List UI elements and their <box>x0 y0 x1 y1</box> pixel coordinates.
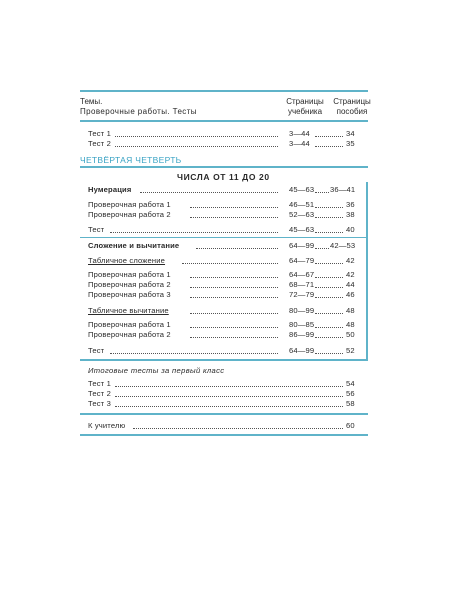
toc-row-manual-page: 60 <box>346 421 355 430</box>
toc-row-manual-page: 42—53 <box>330 241 356 250</box>
dot-leader <box>315 248 329 249</box>
dot-leader <box>315 136 343 137</box>
toc-row-label: Тест 1 <box>88 129 111 138</box>
toc-row-book-pages: 86—99 <box>289 330 315 339</box>
toc-row-book-pages: 64—99 <box>289 241 315 250</box>
dot-leader <box>315 337 343 338</box>
toc-row-book-pages: 80—99 <box>289 306 315 315</box>
toc-row-manual-page: 44 <box>346 280 355 289</box>
toc-row-manual-page: 50 <box>346 330 355 339</box>
toc-row-label: К учителю <box>88 421 126 430</box>
section-box-right-border <box>366 182 368 360</box>
toc-row-book-pages: 64—79 <box>289 256 315 265</box>
toc-row-book-pages: 64—67 <box>289 270 315 279</box>
dot-leader <box>115 136 278 137</box>
toc-row-book-pages: 3—44 <box>289 139 310 148</box>
section-rule <box>80 166 368 168</box>
header-manual-line1: Страницы <box>333 97 371 106</box>
toc-row-manual-page: 46 <box>346 290 355 299</box>
toc-row-manual-page: 52 <box>346 346 355 355</box>
dot-leader <box>315 192 329 193</box>
header-topics-line1: Темы. <box>80 97 103 106</box>
dot-leader <box>190 287 278 288</box>
toc-row-label: Проверочная работа 2 <box>88 330 171 339</box>
header-topics-line2: Проверочные работы. Тесты <box>80 106 197 116</box>
dot-leader <box>315 207 343 208</box>
section-numbers-title: ЧИСЛА ОТ 11 ДО 20 <box>177 172 270 182</box>
dot-leader <box>315 287 343 288</box>
toc-row-label: Проверочная работа 2 <box>88 280 171 289</box>
section-rule <box>80 413 368 415</box>
dot-leader <box>110 353 278 354</box>
dot-leader <box>115 386 343 387</box>
header-manual-line2: пособия <box>336 106 368 116</box>
toc-row-label: Проверочная работа 1 <box>88 270 171 279</box>
dot-leader <box>315 297 343 298</box>
toc-row-label: Тест <box>88 346 105 355</box>
toc-row-book-pages: 46—51 <box>289 200 315 209</box>
toc-row-book-pages: 68—71 <box>289 280 315 289</box>
toc-row-manual-page: 40 <box>346 225 355 234</box>
toc-row-book-pages: 3—44 <box>289 129 310 138</box>
toc-row-manual-page: 54 <box>346 379 355 388</box>
toc-row-label: Тест 3 <box>88 399 111 408</box>
section-rule <box>80 359 368 361</box>
toc-row-manual-page: 56 <box>346 389 355 398</box>
toc-row-label: Проверочная работа 1 <box>88 200 171 209</box>
dot-leader <box>315 146 343 147</box>
dot-leader <box>315 327 343 328</box>
dot-leader <box>190 207 278 208</box>
toc-row-book-pages: 52—63 <box>289 210 315 219</box>
header-col-manual <box>331 97 373 116</box>
dot-leader <box>190 217 278 218</box>
header-book-line2: учебника <box>287 106 323 116</box>
section-rule <box>80 237 368 238</box>
toc-row-label: Тест <box>88 225 105 234</box>
dot-leader <box>196 248 278 249</box>
toc-row-manual-page: 35 <box>346 139 355 148</box>
dot-leader <box>315 263 343 264</box>
dot-leader <box>315 353 343 354</box>
toc-row-manual-page: 34 <box>346 129 355 138</box>
dot-leader <box>133 428 343 429</box>
toc-row-manual-page: 42 <box>346 270 355 279</box>
toc-row-label: Сложение и вычитание <box>88 241 180 250</box>
toc-row-label: Табличное вычитание <box>88 306 169 315</box>
dot-leader <box>315 277 343 278</box>
toc-row-book-pages: 72—79 <box>289 290 315 299</box>
header-col-topics <box>80 97 197 116</box>
toc-row-manual-page: 38 <box>346 210 355 219</box>
header-col-book <box>284 97 326 116</box>
toc-row-manual-page: 48 <box>346 320 355 329</box>
dot-leader <box>315 217 343 218</box>
toc-row-label: Тест 2 <box>88 389 111 398</box>
toc-row-book-pages: 80—85 <box>289 320 315 329</box>
toc-row-manual-page: 48 <box>346 306 355 315</box>
final-tests-title: Итоговые тесты за первый класс <box>88 366 225 375</box>
dot-leader <box>115 406 343 407</box>
toc-row-label: Тест 2 <box>88 139 111 148</box>
toc-row-book-pages: 45—63 <box>289 225 315 234</box>
dot-leader <box>110 232 278 233</box>
bottom-rule <box>80 434 368 436</box>
toc-row-label: Проверочная работа 3 <box>88 290 171 299</box>
toc-row-manual-page: 58 <box>346 399 355 408</box>
dot-leader <box>190 327 278 328</box>
dot-leader <box>115 146 278 147</box>
toc-row-manual-page: 36 <box>346 200 355 209</box>
toc-row-label: Нумерация <box>88 185 132 194</box>
dot-leader <box>140 192 278 193</box>
header-book-line1: Страницы <box>286 97 324 106</box>
toc-row-label: Табличное сложение <box>88 256 166 265</box>
dot-leader <box>315 313 343 314</box>
toc-row-label: Проверочная работа 2 <box>88 210 171 219</box>
toc-row-label: Проверочная работа 1 <box>88 320 171 329</box>
toc-row-manual-page: 42 <box>346 256 355 265</box>
dot-leader <box>182 263 278 264</box>
dot-leader <box>315 232 343 233</box>
toc-row-manual-page: 36—41 <box>330 185 356 194</box>
dot-leader <box>190 337 278 338</box>
toc-row-label: Тест 1 <box>88 379 111 388</box>
header-bottom-rule <box>80 120 368 122</box>
dot-leader <box>190 297 278 298</box>
dot-leader <box>190 313 278 314</box>
dot-leader <box>190 277 278 278</box>
toc-row-book-pages: 64—99 <box>289 346 315 355</box>
quarter-title: ЧЕТВЁРТАЯ ЧЕТВЕРТЬ <box>80 155 182 165</box>
top-rule <box>80 90 368 92</box>
toc-row-book-pages: 45—63 <box>289 185 315 194</box>
dot-leader <box>115 396 343 397</box>
